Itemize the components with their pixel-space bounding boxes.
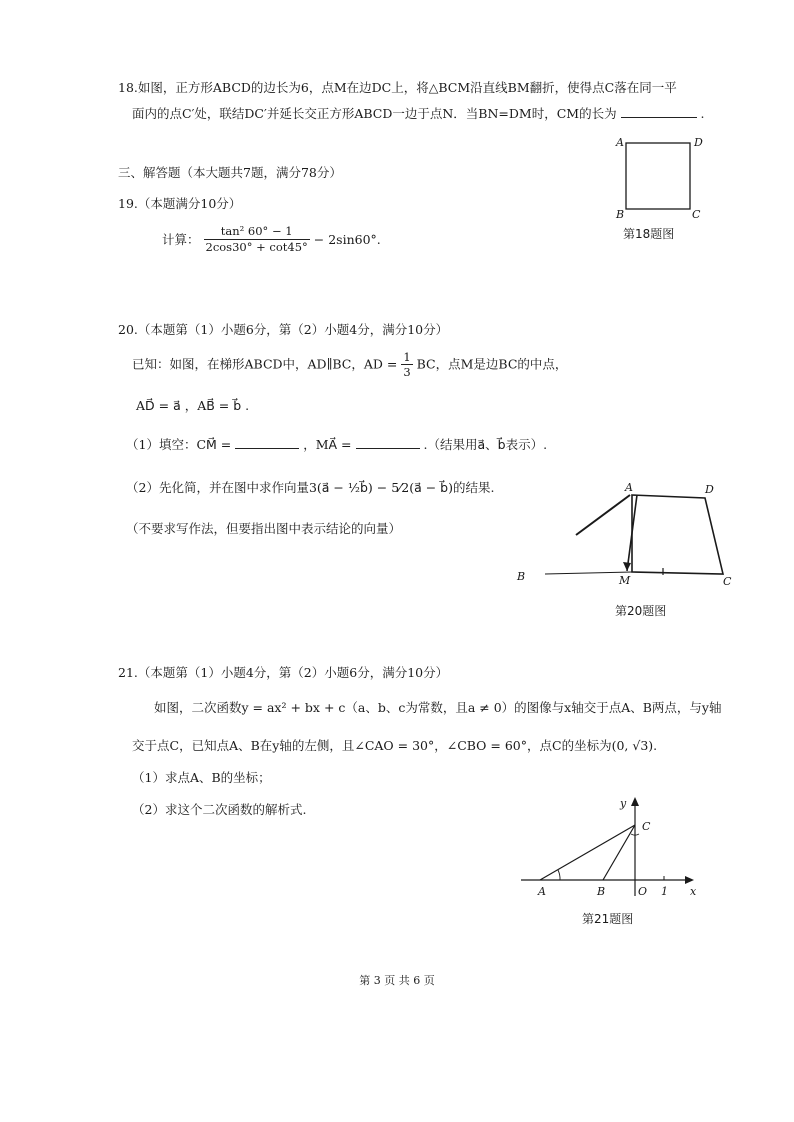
label-M: M	[619, 574, 631, 587]
label-C: C	[642, 820, 651, 833]
q19-numerator: tan² 60° − 1	[204, 224, 310, 240]
q20-given-b: BC，点M是边BC的中点，	[416, 356, 568, 372]
section-heading: 三、解答题（本大题共7题，满分78分）	[118, 165, 342, 180]
q21-part2: （2）求这个二次函数的解析式.	[132, 802, 307, 817]
line-BC	[603, 825, 635, 880]
q20-frac-num: 1	[403, 350, 411, 364]
label-C: C	[692, 208, 701, 221]
q18-answer-blank[interactable]	[621, 105, 697, 118]
q20-figure-caption: 第20题图	[615, 604, 667, 618]
label-B: B	[517, 570, 526, 583]
q21-figure-caption: 第21题图	[582, 912, 634, 926]
label-O: O	[638, 885, 648, 898]
q20-cm-blank[interactable]	[235, 436, 299, 449]
q20-part1-b: ，MA⃗ =	[303, 437, 352, 452]
q18-figure-caption: 第18题图	[623, 227, 675, 241]
q18-end: .	[700, 106, 705, 121]
label-A: A	[538, 885, 546, 898]
q19-fraction	[204, 224, 310, 255]
q21-part1: （1）求点A、B的坐标；	[132, 770, 271, 785]
square-abcd	[626, 143, 690, 209]
q20-given-a: 已知：如图，在梯形ABCD中，AD∥BC，AD =	[132, 356, 398, 372]
q20-figure	[515, 482, 745, 592]
label-B: B	[616, 208, 625, 221]
q20-part2	[126, 480, 494, 496]
label-D: D	[705, 483, 714, 496]
y-axis-arrow	[631, 797, 639, 806]
q21-title: 21.（本题第（1）小题4分，第（2）小题6分，满分10分）	[118, 665, 449, 680]
q20-part2-b: 的结果.	[453, 480, 495, 495]
q18-line2	[132, 105, 705, 122]
q20-note: （不要求写作法，但要指出图中表示结论的向量）	[126, 521, 402, 536]
q20-ma-blank[interactable]	[356, 436, 420, 449]
q21-body1: 如图，二次函数y = ax² + bx + c（a、b、c为常数，且a ≠ 0）的图像与x轴交于点A、B两点，与y轴	[154, 700, 722, 715]
q19-tail: − 2sin60°.	[313, 232, 381, 247]
vector-arrowhead	[623, 562, 631, 571]
label-one: 1	[661, 885, 668, 898]
trapezoid-outline	[632, 495, 723, 574]
q20-frac-den: 3	[403, 365, 411, 379]
q20-vectors: AD⃗ = a⃗ ，AB⃗ = b⃗ .	[136, 398, 250, 413]
q19-prompt: 计算：	[162, 232, 200, 247]
label-D: D	[694, 136, 703, 149]
label-y: y	[620, 797, 627, 810]
q20-title: 20.（本题第（1）小题6分，第（2）小题4分，满分10分）	[118, 322, 449, 337]
q19-title: 19.（本题满分10分）	[118, 196, 242, 211]
q18-line1: 18.如图，正方形ABCD的边长为6，点M在边DC上，将△BCM沿直线BM翻折，使得点C落在同一平	[118, 80, 677, 95]
q18-figure	[610, 132, 730, 232]
q20-frac	[401, 350, 412, 379]
q19-expression	[162, 224, 381, 255]
q20-part1-a: （1）填空：CM⃗ =	[126, 437, 232, 452]
q21-figure	[518, 792, 718, 902]
q18-line2-text: 面内的点C′处，联结DC′并延长交正方形ABCD一边于点N．当BN=DM时，CM的长为	[132, 106, 617, 121]
label-A: A	[625, 481, 633, 494]
q20-part2-expr: (a⃗ − ½b⃗) − 5⁄2(a⃗ − b⃗)	[316, 480, 453, 495]
label-B: B	[597, 885, 606, 898]
q20-part1	[126, 436, 547, 453]
q21-body2: 交于点C，已知点A、B在y轴的左侧，且∠CAO = 30°，∠CBO = 60°，点C的坐标为(0, √3).	[132, 738, 658, 753]
label-C: C	[723, 575, 732, 588]
label-A: A	[616, 136, 624, 149]
q19-denominator: 2cos30° + cot45°	[205, 240, 308, 254]
q20-part2-a: （2）先化简，并在图中求作向量3	[126, 480, 317, 495]
line-AC	[540, 825, 635, 880]
label-x: x	[690, 885, 697, 898]
q20-given	[132, 350, 567, 379]
q20-part1-c: .（结果用a⃗、b⃗表示）.	[423, 437, 548, 452]
page-footer: 第 3 页 共 6 页	[359, 974, 435, 987]
x-axis-arrow	[685, 876, 694, 884]
